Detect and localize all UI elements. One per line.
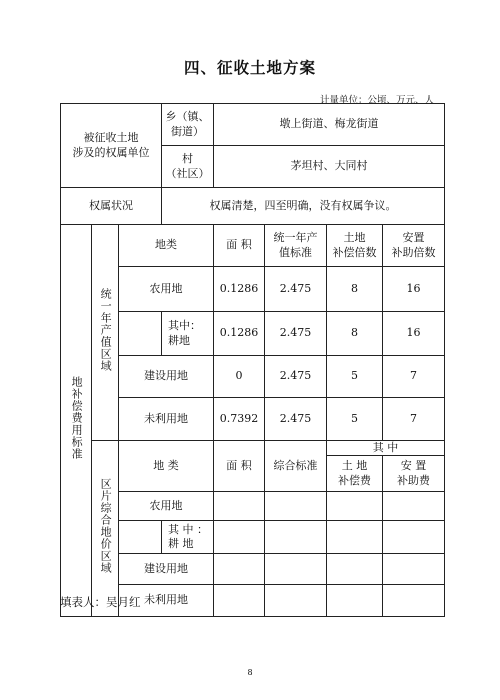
uniform-zone-label-text: 统一年产值区域: [99, 288, 113, 373]
uniform-row-compensation: 8: [327, 312, 383, 356]
zone-row-compensation: [327, 492, 383, 521]
zone-row-resettlement: [383, 492, 445, 521]
uniform-header-standard-line1: 统一年产: [273, 231, 318, 245]
village-label: [162, 146, 214, 188]
uniform-row-standard: 2.475: [265, 398, 327, 441]
village-label-line1: 村: [182, 152, 193, 166]
rights-label: 权属状况: [61, 188, 162, 225]
township-value: 墩上街道、梅龙街道: [214, 104, 445, 146]
page-number: 8: [247, 668, 253, 677]
uniform-row-resettlement: 16: [383, 267, 445, 312]
zone-header-type: 地 类: [119, 441, 214, 492]
ownership-label-line1: 被征收土地: [83, 131, 139, 145]
zone-row-type-sub-line1: 其 中 ：: [168, 522, 208, 536]
zone-row-type-sub-line2: 耕 地: [168, 537, 194, 550]
uniform-header-compensation: [327, 225, 383, 267]
zone-row-standard: [265, 521, 327, 554]
page-title: 四、征收土地方案: [183, 58, 316, 77]
table-row: [61, 398, 445, 441]
uniform-header-compensation-line2: 补偿倍数: [332, 245, 377, 259]
table-row: [61, 521, 445, 554]
ownership-label-line2: 涉及的权属单位: [72, 145, 150, 159]
zone-row-compensation: [327, 585, 383, 617]
table-row: [61, 356, 445, 398]
zone-header-compensation: [327, 456, 383, 491]
uniform-header-standard-line2: 值标准: [279, 245, 312, 259]
uniform-row-compensation: 5: [327, 398, 383, 441]
uniform-row-area: 0.1286: [214, 312, 265, 356]
uniform-row-resettlement: 16: [383, 312, 445, 356]
filler-name: 填表人：吴月红: [60, 595, 141, 609]
land-acquisition-table: [60, 103, 445, 617]
zone-header-area: 面 积: [214, 441, 265, 492]
zone-header-among-label: 其 中: [327, 441, 444, 456]
zone-row-compensation: [327, 521, 383, 554]
zone-row-area: [214, 554, 265, 585]
uniform-row-type: 建设用地: [119, 356, 214, 398]
uniform-row-compensation: 5: [327, 356, 383, 398]
uniform-row-area: 0: [214, 356, 265, 398]
zone-label-text: 区片综合地价区域: [99, 478, 113, 575]
village-value: 茅坦村、大同村: [214, 146, 445, 188]
uniform-row-standard: 2.475: [265, 312, 327, 356]
uniform-header-compensation-line1: 土地: [343, 231, 366, 245]
uniform-row-area: 0.1286: [214, 267, 265, 312]
zone-header-compensation-line1: 土 地: [341, 459, 368, 473]
zone-row-area: [214, 492, 265, 521]
ownership-label: [61, 104, 162, 188]
uniform-header-standard: [265, 225, 327, 267]
uniform-row-type: 农用地: [119, 267, 214, 312]
measurement-unit: 计量单位：公顷、万元、人: [319, 95, 434, 106]
table-row: [61, 312, 445, 356]
zone-row-resettlement: [383, 521, 445, 554]
zone-row-area: [214, 521, 265, 554]
uniform-header-resettlement-line1: 安置: [402, 231, 425, 245]
uniform-header-area: 面 积: [214, 225, 265, 267]
zone-row-standard: [265, 554, 327, 585]
uniform-zone-label: [92, 225, 119, 441]
uniform-row-resettlement: 7: [383, 356, 445, 398]
zone-row-type: 农用地: [119, 492, 214, 521]
table-row: [61, 554, 445, 585]
zone-header-resettlement: [383, 456, 444, 491]
uniform-row-standard: 2.475: [265, 267, 327, 312]
zone-header-resettlement-line1: 安 置: [400, 459, 427, 473]
uniform-row-type: 未利用地: [119, 398, 214, 441]
zone-label: [92, 441, 119, 617]
uniform-row-compensation: 8: [327, 267, 383, 312]
rights-value: 权属清楚，四至明确，没有权属争议。: [162, 188, 445, 225]
uniform-row-type-sub-line1: 其中：: [168, 319, 201, 333]
zone-header-compensation-line2: 补偿费: [338, 473, 372, 487]
uniform-row-resettlement: 7: [383, 398, 445, 441]
uniform-row-type-sub-line2: 耕地: [168, 333, 190, 347]
zone-row-area: [214, 585, 265, 617]
standard-outer-label: [61, 225, 92, 617]
uniform-header-resettlement: [383, 225, 445, 267]
uniform-header-type: 地类: [119, 225, 214, 267]
table-row: [61, 267, 445, 312]
uniform-row-standard: 2.475: [265, 356, 327, 398]
zone-row-standard: [265, 585, 327, 617]
zone-row-resettlement: [383, 554, 445, 585]
township-label: [162, 104, 214, 146]
zone-header-standard: 综合标准: [265, 441, 327, 492]
village-label-line2: （社区）: [165, 166, 210, 180]
township-label-line2: 街道）: [171, 124, 204, 138]
uniform-header-resettlement-line2: 补助倍数: [391, 245, 436, 259]
zone-header-resettlement-line2: 补助费: [397, 473, 431, 487]
zone-header-among: [327, 441, 445, 492]
standard-outer-label-text: 地补偿费用标准: [70, 376, 84, 461]
zone-row-type: 未利用地: [119, 585, 214, 617]
uniform-row-area: 0.7392: [214, 398, 265, 441]
township-label-line1: 乡（镇、: [165, 110, 210, 124]
table-row: [61, 492, 445, 521]
zone-row-resettlement: [383, 585, 445, 617]
zone-row-standard: [265, 492, 327, 521]
zone-row-compensation: [327, 554, 383, 585]
zone-row-type: 建设用地: [119, 554, 214, 585]
uniform-row-type-sub: [162, 312, 214, 356]
zone-row-type-sub: [162, 521, 214, 554]
